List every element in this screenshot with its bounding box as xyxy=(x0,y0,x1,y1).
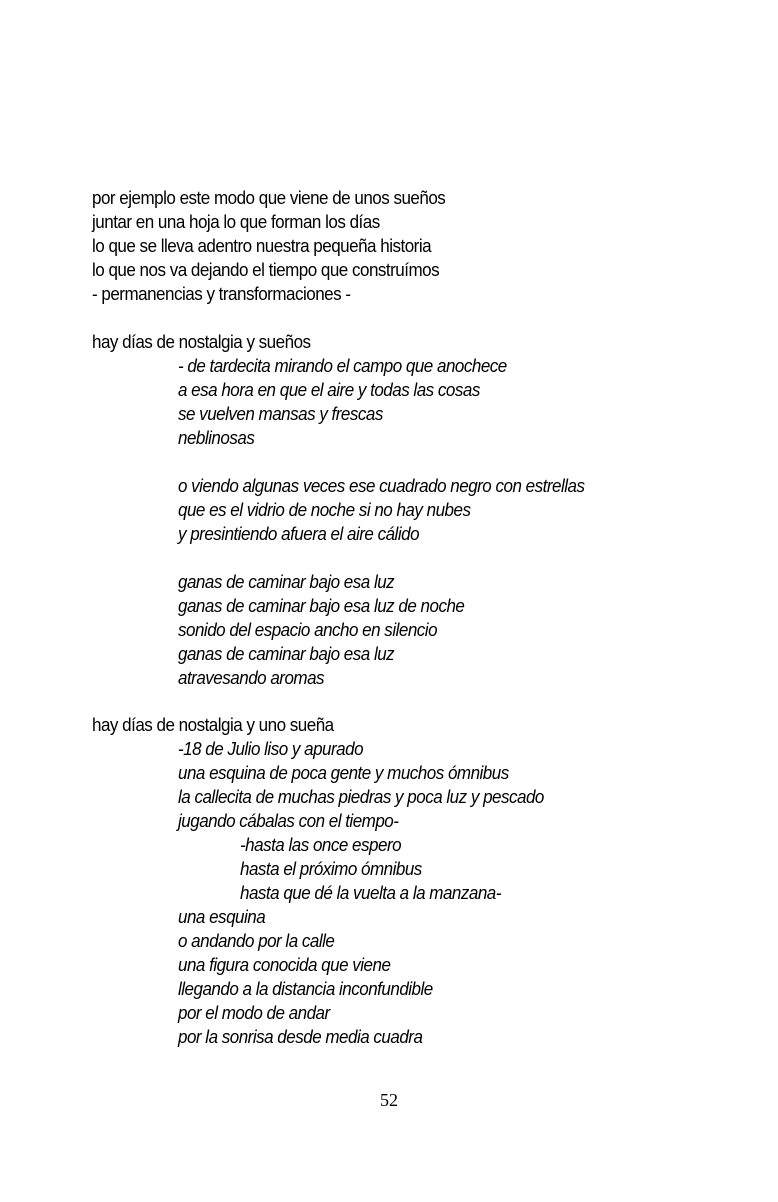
poem-line-italic: a esa hora en que el aire y todas las cosas xyxy=(178,379,480,400)
poem-line-italic: que es el vidrio de noche si no hay nubes xyxy=(178,499,471,520)
poem-line-italic: ganas de caminar bajo esa luz xyxy=(178,571,395,592)
poem-line-italic: una figura conocida que viene xyxy=(178,954,391,975)
poem-line: juntar en una hoja lo que forman los días xyxy=(92,211,380,232)
poem-line: por ejemplo este modo que viene de unos sueños xyxy=(92,187,446,208)
page-number: 52 xyxy=(380,1090,398,1110)
poem-line-italic: hasta el próximo ómnibus xyxy=(240,858,422,879)
poem-line-italic: neblinosas xyxy=(178,427,255,448)
poem-line-italic: llegando a la distancia inconfundible xyxy=(178,978,433,999)
poem-line-italic: o andando por la calle xyxy=(178,930,335,951)
poem-line-italic: se vuelven mansas y frescas xyxy=(178,403,383,424)
poem-line-italic: ganas de caminar bajo esa luz xyxy=(178,643,395,664)
poem-line-italic: hasta que dé la vuelta a la manzana- xyxy=(240,882,501,903)
poem-line-italic: ganas de caminar bajo esa luz de noche xyxy=(178,595,465,616)
poem-line-italic: una esquina xyxy=(178,906,266,927)
poem-line: lo que se lleva adentro nuestra pequeña historia xyxy=(92,235,432,256)
poem-line-italic: una esquina de poca gente y muchos ómnibus xyxy=(178,762,509,783)
poem-line-italic: por el modo de andar xyxy=(178,1002,330,1023)
poem-line: hay días de nostalgia y uno sueña xyxy=(92,714,334,735)
poem-line-italic: la callecita de muchas piedras y poca luz y pescado xyxy=(178,786,544,807)
poem-line-italic: -hasta las once espero xyxy=(240,834,402,855)
poem-line: hay días de nostalgia y sueños xyxy=(92,331,311,352)
poem-line-italic: atravesando aromas xyxy=(178,667,325,688)
poem-line-italic: y presintiendo afuera el aire cálido xyxy=(178,523,420,544)
poem-line-italic: o viendo algunas veces ese cuadrado negro con estrellas xyxy=(178,475,585,496)
poem-line-italic: - de tardecita mirando el campo que anochece xyxy=(178,355,507,376)
poem-line-italic: -18 de Julio liso y apurado xyxy=(178,738,364,759)
poem-line-italic: jugando cábalas con el tiempo- xyxy=(178,810,399,831)
poem-line: - permanencias y transformaciones - xyxy=(92,283,351,304)
poem-line-italic: sonido del espacio ancho en silencio xyxy=(178,619,438,640)
poem-line-italic: por la sonrisa desde media cuadra xyxy=(178,1026,423,1047)
poem-line: lo que nos va dejando el tiempo que construímos xyxy=(92,259,440,280)
